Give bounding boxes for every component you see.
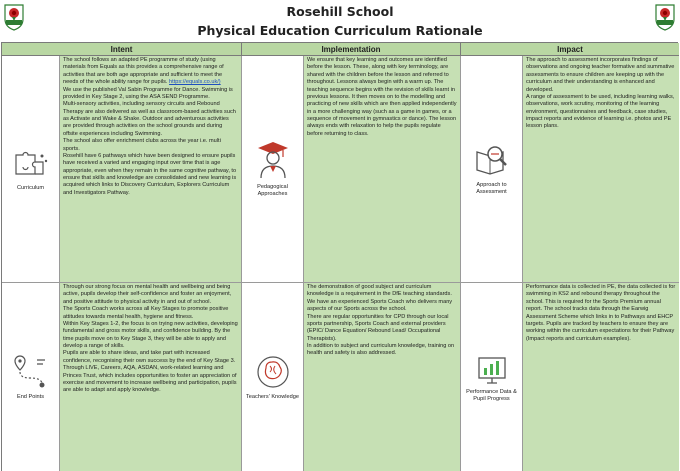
impact-assessment-text: The approach to assessment incorporates findings of observations and ongoing teacher formative and summative assessments to ensure children are keeping up with the curriculum and their understanding is enhanced and developed. A range of assessment to be used, including learning walks, observations, work scrutiny, monitoring of the learning environment, questionnaires and feedback, case studies, impact reports and evidence of learning i.e. photos and PE lesson plans. [523,56,679,283]
end-points-cell [2,283,60,471]
pedagogical-approaches-label: Pedagogical Approaches [257,184,288,197]
approach-to-assessment-label: Approach to Assessment [476,182,507,195]
implementation-knowledge-text: The demonstration of good subject and curriculum knowledge is a requirement in the DfE teaching standards. We have an experienced Sports Coach who delivers many aspects of our Sports across the school. There are regular opportunities for CPD through our local sports partnership, Sports Coach and external providers (EPIC/ Dance Equation/ Rebound Lead/ Occupational Therapists). In addition to subject and curriculum knowledge, training on health and safety is also addressed. [304,283,461,471]
performance-data-label: Performance Data & Pupil Progress [466,388,517,402]
curriculum-label: Curriculum [16,184,45,191]
rationale-table [1,42,678,471]
teachers-knowledge-cell [242,283,304,471]
page-title: Physical Education Curriculum Rationale [197,23,483,38]
impact-performance-text: Performance data is collected in PE, the data collected is for swimming in KS2 and rebound therapy throughout the school. This is required for the Sports Premium annual report. The school tracks data through the Earwig Assessment Scheme which links in to Pathways and EHCP targets. Pupils are tracked by teachers to ensure they are working within the curriculum expectations for their Pathway (Impact reports and curriculum examples). [523,283,679,471]
school-name: Rosehill School [286,4,394,19]
brain-head-icon [255,354,291,390]
puzzle-icon [12,147,50,181]
end-points-label: End Points [16,394,45,401]
performance-data-cell [461,283,523,471]
approach-to-assessment-cell [461,56,523,283]
column-header-implementation: Implementation [242,43,461,56]
column-header-intent: Intent [2,43,242,56]
equals-link[interactable]: https://equals.co.uk/) [169,79,221,86]
implementation-pedagogy-text: We ensure that key learning and outcomes are identified before the lesson. These, along with key terminology, are shared with the children before the lesson and referred to throughout. Lessons always begin with a warm up. The teaching sequence begins with the revision of skills learnt in previous lessons. It then moves on to the modelling and practicing of new skills which are then applied independently in a more challenging way (such as a game in games, or a sequence of movement in gymnastics or dance). The lesson always ends with relaxation to help the pupils regulate before returning to class. [304,56,461,283]
magnifier-book-icon [474,142,510,178]
graduate-teacher-icon [256,140,290,180]
pedagogical-approaches-cell [242,56,304,283]
teachers-knowledge-label: Teachers' Knowledge [246,394,299,401]
route-pin-icon [12,354,50,390]
column-header-impact: Impact [461,43,679,56]
intent-curriculum-text: The school follows an adapted PE programme of study (using materials from Equals as this provides a comprehensive range of activities that are both age appropriate and sufficient to meet the needs of the whole ability range for pupils. https://equals.co.uk/) We use the published Val Sabin Programme for Dance. Swimming is provided in Key Stage 2, using the ASA SEND Programme. Multi-sensory activities, including sensory circuits and Rebound Therapy are also delivered as well as classroom-based activities such as Activate and Wake & Shake. Outdoor and adventurous activities are provided through activities on the school grounds and during offsite experiences including Swimming. The school also offer enrichment clubs across the year i.e. multi sports. Rosehill have 6 pathways which have been designed to ensure pupils have received a varied and engaging input over time that is age appropriate, even when they remain in the same cognitive pathway, to ensure that skills and knowledge are consolidated and new learning is acquired which links to Discovery Curriculum, Explorers Curriculum and Investigators Pathway. [60,56,242,283]
curriculum-cell [2,56,60,283]
bar-chart-board-icon [476,353,508,385]
intent-end-points-text: Through our strong focus on mental health and wellbeing and being active, pupils develop their self-confidence and foster an enjoyment, and positive attitude to physical activity in and out of school. The Sports Coach works across all Key Stages to promote positive attitudes towards mental health, hygiene and fitness. Within Key Stages 1-2, the focus is on trying new activities, developing fundamental and gross motor skills, and confidence building. By the time pupils move on to Key Stage 3, they will be able to apply and develop a range of skills. Pupils are able to share ideas, and take part with increased confidence, recognising their own success by the end of Key Stage 3. Through LIVE, Careers, AQA, ASDAN, work-related learning and Princes Trust, which includes opportunities to foster an appreciation of exercise and movement to increase wellbeing and participation, pupils are able to adapt and apply knowledge. [60,283,242,471]
